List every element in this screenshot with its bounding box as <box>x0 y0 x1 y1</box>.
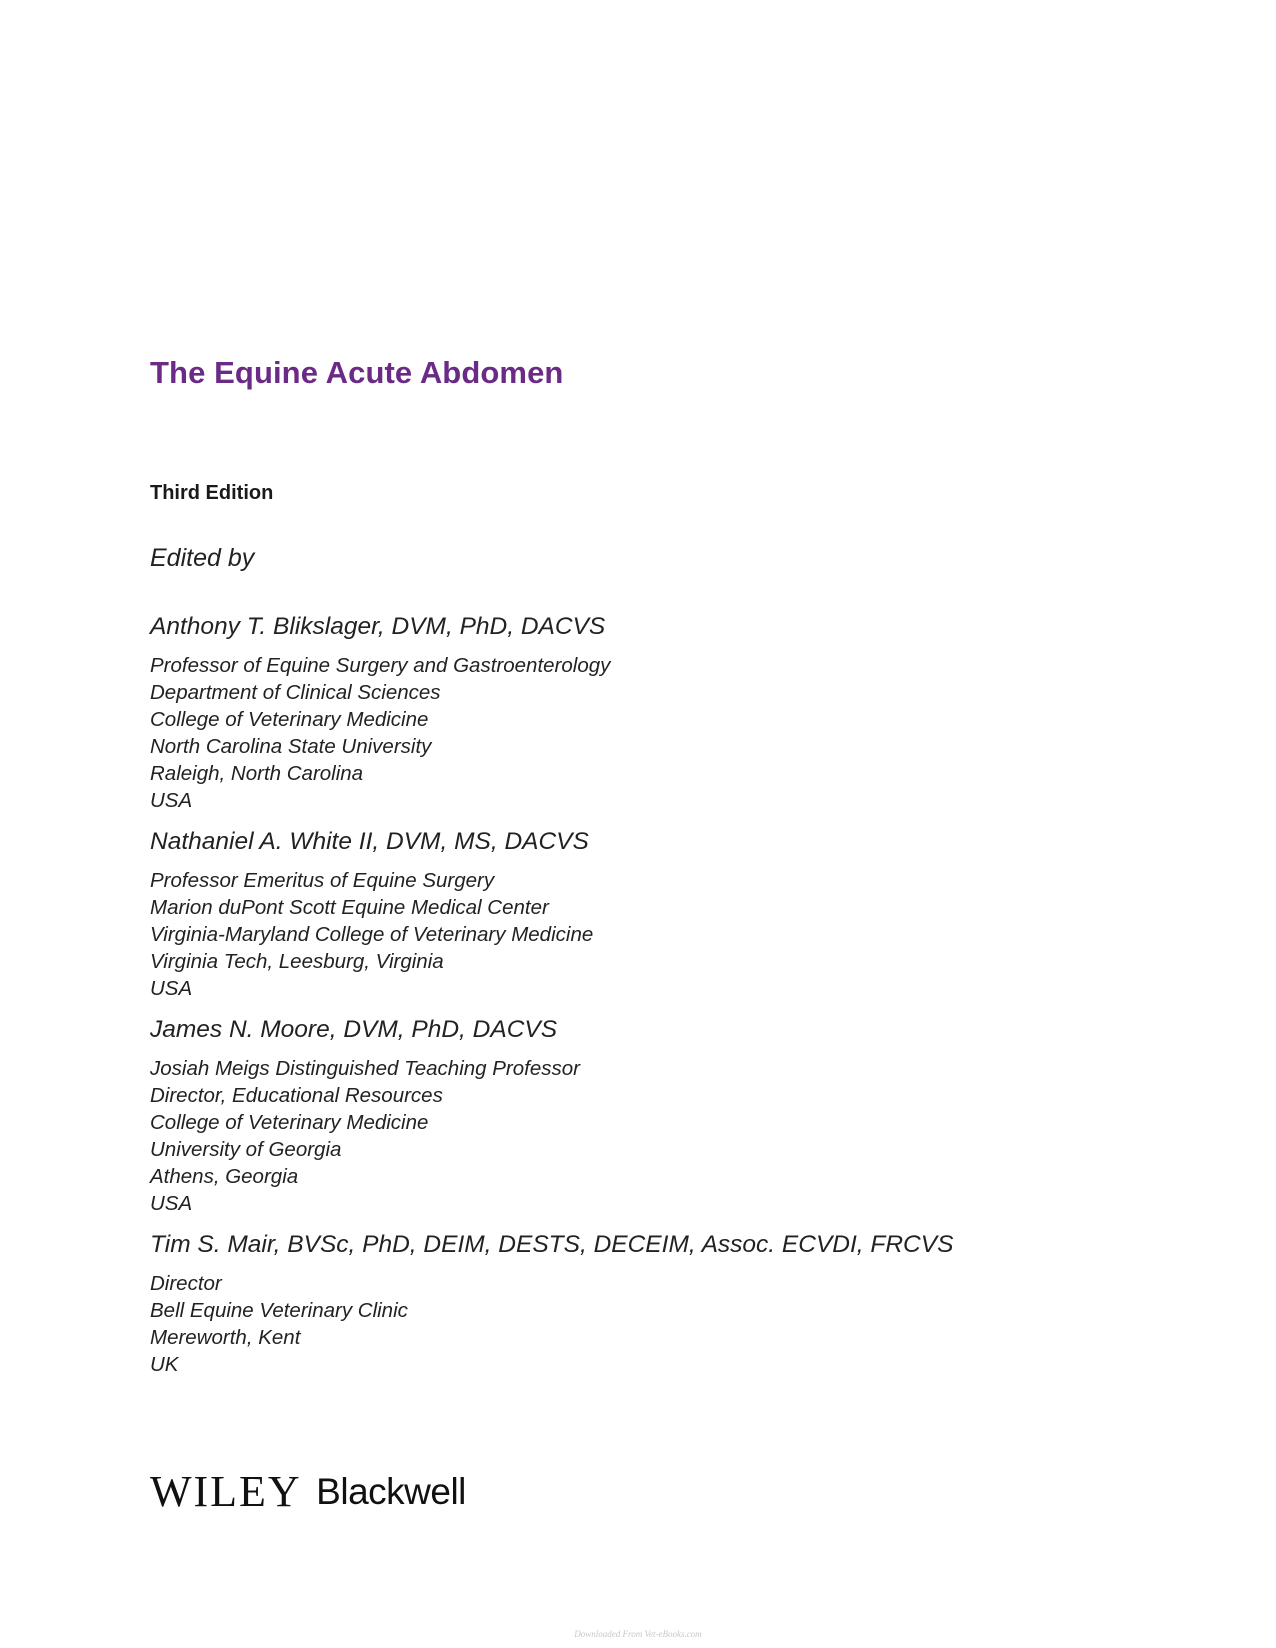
affiliation-line: Professor Emeritus of Equine Surgery <box>150 869 495 892</box>
editor-block <box>150 1015 1150 1217</box>
edition-label: Third Edition <box>150 482 274 504</box>
affiliation-line: Mereworth, Kent <box>150 1326 301 1349</box>
affiliation-line: USA <box>150 977 193 1000</box>
blackwell-imprint: Blackwell <box>316 1471 466 1512</box>
editors-list <box>150 612 1150 1391</box>
affiliation-line: Director <box>150 1272 222 1295</box>
affiliation-line: Department of Clinical Sciences <box>150 681 441 704</box>
affiliation-line: Virginia Tech, Leesburg, Virginia <box>150 950 444 973</box>
affiliation-line: Marion duPont Scott Equine Medical Center <box>150 896 549 919</box>
affiliation-line: Virginia-Maryland College of Veterinary Medicine <box>150 923 594 946</box>
wiley-logo: WILEY <box>150 1467 302 1516</box>
affiliation-line: College of Veterinary Medicine <box>150 1111 429 1134</box>
editor-name: James N. Moore, DVM, PhD, DACVS <box>150 1016 558 1043</box>
editor-name: Anthony T. Blikslager, DVM, PhD, DACVS <box>150 613 606 640</box>
affiliation-line: College of Veterinary Medicine <box>150 708 429 731</box>
affiliation-line: UK <box>150 1353 179 1376</box>
editor-name: Nathaniel A. White II, DVM, MS, DACVS <box>150 828 589 855</box>
download-watermark: Downloaded From Vet-eBooks.com <box>574 1629 702 1639</box>
affiliation-line: USA <box>150 789 193 812</box>
editor-block <box>150 612 1150 814</box>
editor-name: Tim S. Mair, BVSc, PhD, DEIM, DESTS, DECEIM, Assoc. ECVDI, FRCVS <box>150 1231 954 1258</box>
publisher-logo <box>150 1467 466 1516</box>
edited-by-label: Edited by <box>150 544 255 572</box>
book-title: The Equine Acute Abdomen <box>150 355 564 390</box>
affiliation-line: North Carolina State University <box>150 735 432 758</box>
affiliation-line: University of Georgia <box>150 1138 342 1161</box>
affiliation-line: Professor of Equine Surgery and Gastroenterology <box>150 654 611 677</box>
editor-block <box>150 1230 1150 1378</box>
affiliation-line: Athens, Georgia <box>150 1165 299 1188</box>
affiliation-line: Director, Educational Resources <box>150 1084 443 1107</box>
affiliation-line: Raleigh, North Carolina <box>150 762 364 785</box>
affiliation-line: Bell Equine Veterinary Clinic <box>150 1299 408 1322</box>
editor-block <box>150 827 1150 1002</box>
affiliation-line: USA <box>150 1192 193 1215</box>
affiliation-line: Josiah Meigs Distinguished Teaching Professor <box>150 1057 580 1080</box>
